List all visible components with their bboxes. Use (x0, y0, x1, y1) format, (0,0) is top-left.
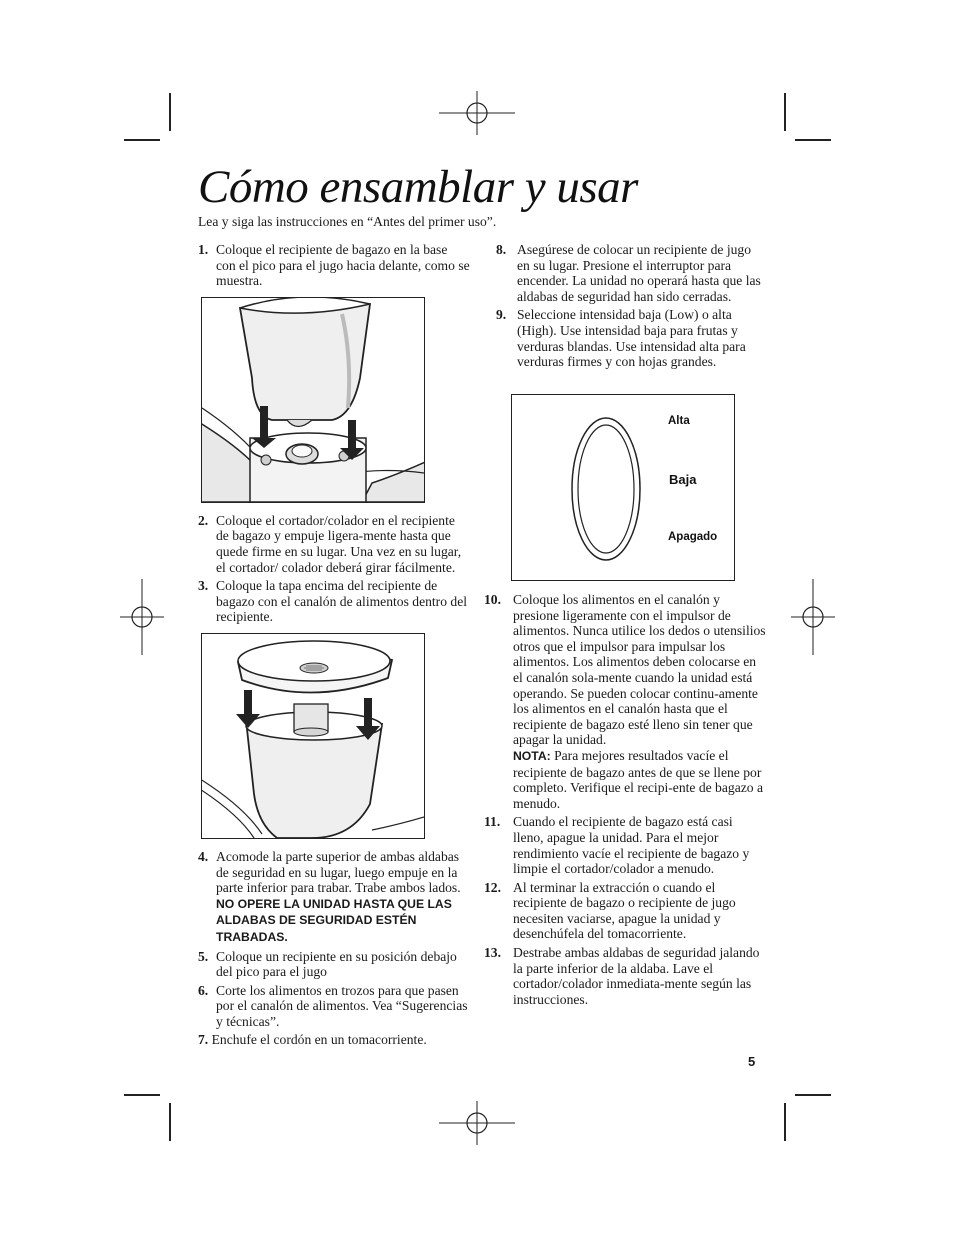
step-item (198, 242, 470, 289)
step-item (198, 849, 470, 946)
step-text: Destrabe ambas aldabas de seguridad jalando la parte inferior de la aldaba. Lave el cortador/colador inmediata-mente según las instrucciones. (513, 945, 760, 1007)
step-number: 10. (484, 592, 501, 607)
step-number: 12. (484, 879, 501, 895)
switch-label-low: Baja (669, 472, 697, 487)
step-item (484, 879, 766, 942)
step-number: 3. (198, 578, 209, 594)
step-item (198, 513, 470, 575)
step-number: 2. (198, 512, 209, 528)
step-number: 9. (496, 307, 507, 323)
step-number: 1. (198, 242, 209, 257)
pulp-container-illustration (202, 298, 424, 502)
speed-switch-figure (511, 394, 735, 581)
crop-mark (124, 1094, 160, 1096)
switch-label-high: Alta (668, 415, 690, 427)
registration-mark-icon (104, 579, 180, 655)
page-title: Cómo ensamblar y usar (198, 161, 638, 213)
step-item (492, 307, 764, 369)
intro-text: Lea y siga las instrucciones en “Antes del primer uso”. (198, 214, 497, 229)
registration-mark-icon (439, 1085, 515, 1161)
crop-mark (124, 139, 160, 141)
step-item (484, 814, 766, 877)
step-item (492, 242, 764, 304)
step-item (198, 1032, 470, 1048)
switch-oval-icon (512, 395, 734, 580)
step-text: Seleccione intensidad baja (Low) o alta (High). Use intensidad baja para frutas y verduras blandas. Use intensidad alta para verduras firmes y con hojas grandes. (517, 307, 746, 370)
step-number: 6. (198, 982, 209, 998)
illustration-lid (201, 633, 425, 839)
step-text: Coloque el recipiente de bagazo en la base con el pico para el jugo hacia delante, como se muestra. (216, 242, 470, 289)
step-text: Al terminar la extracción o cuando el recipiente de bagazo o recipiente de jugo necesiten vaciarse, apague la unidad y desenchúfela del tomacorriente. (513, 879, 736, 942)
registration-mark-icon (439, 75, 515, 151)
step-text: Acomode la parte superior de ambas aldabas de seguridad en su lugar, luego empuje en la parte inferior para trabar. Trabe ambos lados. (216, 848, 461, 896)
step-text: Coloque los alimentos en el canalón y presione ligeramente con el impulsor de alimentos. Nunca utilice los dedos o utensilios otros que el impulsor para impulsar los alimentos. Los alimentos deben colocarse en el canalón sola-mente cuando la unidad está operando. Se pueden colocar continu-amente los alimentos en el canalón hasta que el recipiente de bagazo esté lleno sin tener que apagar la unidad. (513, 592, 766, 748)
step-text: Cuando el recipiente de bagazo está casi lleno, apague la unidad. Para el mejor rendimiento vacíe el recipiente de bagazo y limpie el cortador/colador a menudo. (513, 814, 750, 877)
note-text: Para mejores resultados vacíe el recipiente de bagazo antes de que se llene por completo. Verifique el recipi-ente de bagazo a menudo. (513, 747, 763, 811)
crop-mark (795, 139, 831, 141)
step-warning: NO OPERE LA UNIDAD HASTA QUE LAS ALDABAS DE SEGURIDAD ESTÉN TRABADAS. (216, 896, 452, 944)
step-number: 8. (496, 242, 507, 257)
step-number: 13. (484, 945, 501, 961)
step-text: Coloque un recipiente en su posición debajo del pico para el jugo (216, 948, 457, 980)
step-item (198, 983, 470, 1030)
right-column (492, 242, 764, 373)
step-text: Coloque el cortador/colador en el recipiente de bagazo y empuje ligera-mente hasta que quede firme en su lugar. Una vez en su lugar, el cortador/ colador deberá girar fácilmente. (216, 512, 462, 575)
crop-mark (795, 1094, 831, 1096)
step-item (198, 949, 470, 980)
step-number: 4. (198, 848, 209, 864)
crop-mark (784, 93, 786, 131)
switch-label-off: Apagado (668, 531, 718, 543)
left-column (198, 242, 470, 1051)
crop-mark (169, 93, 171, 131)
step-text: Asegúrese de colocar un recipiente de jugo en su lugar. Presione el interruptor para encender. La unidad no operará hasta que las aldabas de seguridad han sido cerradas. (517, 242, 761, 304)
right-column-lower (484, 592, 766, 1010)
step-item (484, 945, 766, 1007)
step-item (198, 578, 470, 625)
step-text: Enchufe el cordón en un tomacorriente. (211, 1032, 427, 1048)
step-number: 7. (198, 1032, 209, 1048)
page-number: 5 (748, 1054, 756, 1069)
crop-mark (169, 1103, 171, 1141)
step-number: 11. (484, 814, 501, 830)
crop-mark (784, 1103, 786, 1141)
illustration-pulp-container (201, 297, 425, 503)
step-text: Corte los alimentos en trozos para que pasen por el canalón de alimentos. Vea “Sugerencias y técnicas”. (216, 982, 468, 1029)
step-text: Coloque la tapa encima del recipiente de bagazo con el canalón de alimentos dentro del recipiente. (216, 578, 468, 625)
note-label: NOTA: (513, 748, 551, 763)
registration-mark-icon (775, 579, 851, 655)
step-item (484, 592, 766, 811)
lid-illustration (202, 634, 424, 838)
step-number: 5. (198, 948, 209, 964)
